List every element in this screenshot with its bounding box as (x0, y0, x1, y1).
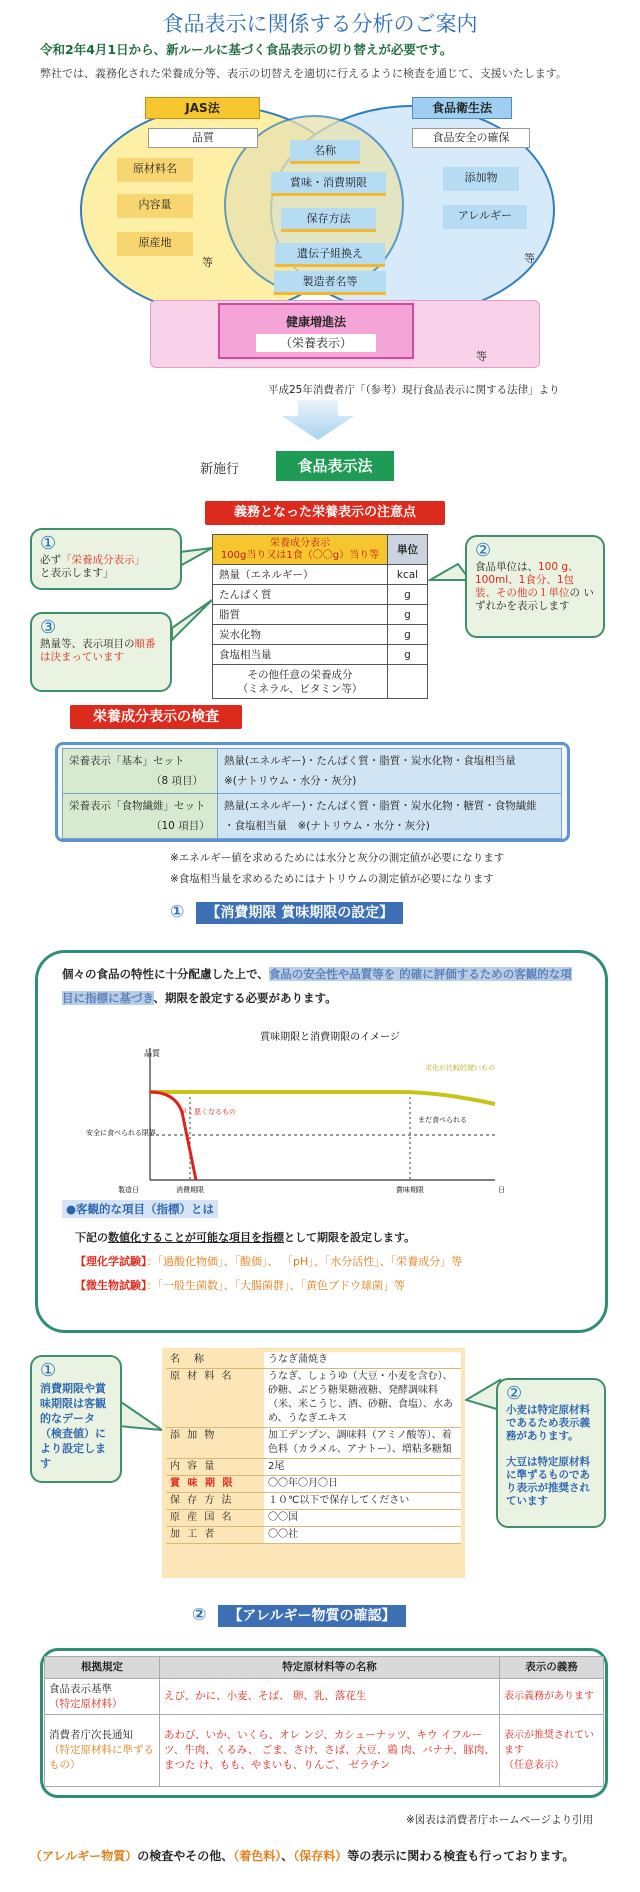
jas-heading: JAS法 (145, 97, 260, 119)
table-row: 炭水化物 g (213, 625, 428, 645)
table-row: 添 加 物 加工デンプン、調味料（アミノ酸等）、着色料（カラメル、アナトー）、増粘多糖類 (166, 1428, 461, 1459)
section1-text: 個々の食品の特性に十分配慮した上で、食品の安全性や品質等を 的確に評価するための客観的な項目に指標に基づき、期限を設定する必要があります。 (62, 967, 572, 1005)
table-row: たんぱく質 g (213, 585, 428, 605)
table-row: 消費者庁次長通知 （特定原材料に準ずるもの） あわび、いか、いくら、オレ ンジ、カシューナッツ、キウ イフルーツ、牛肉、くるみ、 ごま、さけ、さば、大豆、鶏 肉、バナナ、豚肉、まつた け、もも、やまいも、りんご、 ゼラチン 表示が推奨されています （任意表示） (45, 1715, 604, 1787)
food-labeling-act-badge: 食品表示法 (276, 451, 394, 481)
jas-item: 内容量 (117, 194, 193, 218)
shared-item: 名称 (290, 140, 360, 164)
objective-text: 下記の数値化することが可能な項目を指標として期限を設定します。 【理化学試験】：「過酸化物価」、「酸価」、 「pH」、「水分活性」、「栄養成分」等 【微生物試験】：「一般生菌数」、「大腸菌群」、「黄色ブドウ球菌」等 (75, 1231, 463, 1292)
note-bubble-2: ② 食品単位は、100 g、100ml、1食分、1包装、その他の１単位の いずれかを表示します (465, 535, 605, 638)
table-row: 名 称 うなぎ蒲焼き (166, 1352, 461, 1369)
graph-ylabel: 品質 (144, 1049, 160, 1058)
shared-item: 遺伝子組換え (275, 243, 385, 267)
check-notes: ※エネルギー値を求めるためには水分と灰分の測定値が必要になります ※食塩相当量を求めるためにはナトリウムの測定値が必要になります (170, 852, 505, 885)
nutrition-heading: 義務となった栄養表示の注意点 (205, 501, 445, 525)
table-row: 脂質 g (213, 605, 428, 625)
label-bubble-2: ② 小麦は特定原材料であるため表示義務があります。 大豆は特定原材料に準ずるものであり表示が推奨されています (496, 1378, 606, 1528)
table-row: 内 容 量 2尾 (166, 1459, 461, 1476)
table-row: その他任意の栄養成分 （ミネラル、ビタミン等） (213, 665, 428, 699)
note-bubble-1: ① 必ず「栄養成分表示」 と表示します」 (30, 528, 182, 590)
food-sanitation-heading: 食品衛生法 (412, 97, 512, 119)
x-label-start: 製造日 (118, 1187, 139, 1194)
subtitle: 令和2年4月1日から、新ルールに基づく食品表示の切り替えが必要です。 (40, 42, 453, 57)
shared-item: 製造者名等 (274, 271, 386, 295)
fast-label: 早く悪くなるもの (180, 1109, 236, 1116)
slow-label: 劣化が比較的遅いもの (425, 1065, 495, 1072)
food-label-table (166, 1352, 461, 1544)
jas-sub: 品質 (148, 128, 258, 148)
etc-label: 等 (476, 350, 487, 363)
intro-text: 弊社では、義務化された栄養成分等、表示の切替えを適切に行えるように検査を通じて、支援いたします。 (40, 67, 567, 80)
footer-text: （アレルギー物質）の検査やその他、（着色料）、（保存料）等の表示に関わる検査も行っております。 (30, 1849, 575, 1863)
note-bubble-3: ③ 熱量等、表示項目の順番は決まっています (30, 612, 172, 692)
table-row: 食品表示基準 （特定原材料） えび、かに、小麦、そば、 卵、乳、落花生 表示義務があります (45, 1679, 604, 1715)
health-sub: （栄養表示） (256, 334, 376, 352)
nutrition-table-head: 栄養成分表示 100g当り又は1食（〇〇g）当り等 (213, 535, 388, 565)
check-table (62, 748, 562, 839)
table-row: 原 材 料 名 うなぎ、しょうゆ（大豆・小麦を含む）、砂糖、ぶどう糖果糖液糖、発酵調味料（米、米こうじ、酒、砂糖、食塩）、水あめ、うなぎエキス (166, 1369, 461, 1428)
health-title: 健康増進法 (285, 315, 346, 329)
shared-item: 賞味・消費期限 (271, 172, 386, 196)
x-label-cons: 消費期限 (176, 1187, 204, 1194)
table-row: 原 産 国 名 〇〇国 (166, 1510, 461, 1527)
table-row: 賞 味 期 限 〇〇年〇月〇日 (166, 1476, 461, 1493)
jas-item: 原材料名 (117, 158, 193, 182)
table-row: 栄養表示「食物繊維」セット （10 項目） 熱量(エネルギー)・たんぱく質・脂質・炭水化物・糖質・食物繊維 ・食塩相当量 ※(ナトリウム・水分・灰分) (63, 794, 562, 839)
table-row: 熱量（エネルギー） kcal (213, 565, 428, 585)
etc-label: 等 (524, 252, 535, 265)
new-enforcement-label: 新施行 (200, 462, 240, 477)
label-bubble-1: ① 消費期限や賞味期限は客観的なデータ（検査値）により設定します (30, 1355, 122, 1483)
objective-heading: ●客観的な項目（指標）とは (62, 1200, 218, 1218)
allergy-table: 根拠規定 特定原材料等の名称 表示の義務 食品表示基準 （特定原材料） えび、かに、小麦、そば、 卵、乳、落花生 表示義務があります 消費者庁次長通知 （特定原材料に準ずるもの） あわび、いか、いくら、オレ ンジ、カシューナッツ、キウ イフルーツ、牛肉、くるみ、 ごま、さけ、さば、大豆、鶏 肉、バナナ、豚肉、まつた け、もも、やまいも、りんご、 ゼラチン 表示が推奨されています （任意表示） (44, 1656, 604, 1787)
shared-item: 保存方法 (281, 208, 376, 232)
safe-label: 安全に食べられる限界 (86, 1130, 156, 1137)
food-item: アレルギー (443, 205, 527, 229)
table-row: 栄養表示「基本」セット （8 項目） 熱量(エネルギー)・たんぱく質・脂質・炭水化物・食塩相当量 ※(ナトリウム・水分・灰分) (63, 749, 562, 794)
table-row: 加 工 者 〇〇社 (166, 1527, 461, 1544)
fast-curve (150, 1092, 196, 1180)
table-row: 保 存 方 法 １０℃以下で保存してください (166, 1493, 461, 1510)
allergy-source: ※図表は消費者庁ホームページより引用 (406, 1814, 594, 1826)
food-item: 添加物 (443, 167, 519, 191)
check-heading: 栄養成分表示の検査 (70, 705, 242, 729)
page-title: 食品表示に関係する分析のご案内 (162, 12, 478, 36)
section1-heading: ① 【消費期限 賞味期限の設定】 (170, 902, 403, 922)
section2-heading: ② 【アレルギー物質の確認】 (192, 1605, 406, 1625)
table-row: 食塩相当量 g (213, 645, 428, 665)
food-sub: 食品安全の確保 (412, 128, 530, 148)
slow-curve (150, 1092, 495, 1104)
unit-head: 単位 (388, 535, 428, 565)
etc-label: 等 (202, 256, 213, 269)
jas-item: 原産地 (117, 232, 193, 256)
x-label-best: 賞味期限 (396, 1187, 424, 1194)
x-label-day: 日 (498, 1187, 505, 1194)
graph-title: 賞味期限と消費期限のイメージ (260, 1032, 400, 1043)
expiry-graph (86, 1030, 560, 1195)
venn-source: 平成25年消費者庁「（参考）現行食品表示に関する法律」より (268, 384, 560, 396)
still-label: まだ食べられる (418, 1117, 467, 1124)
